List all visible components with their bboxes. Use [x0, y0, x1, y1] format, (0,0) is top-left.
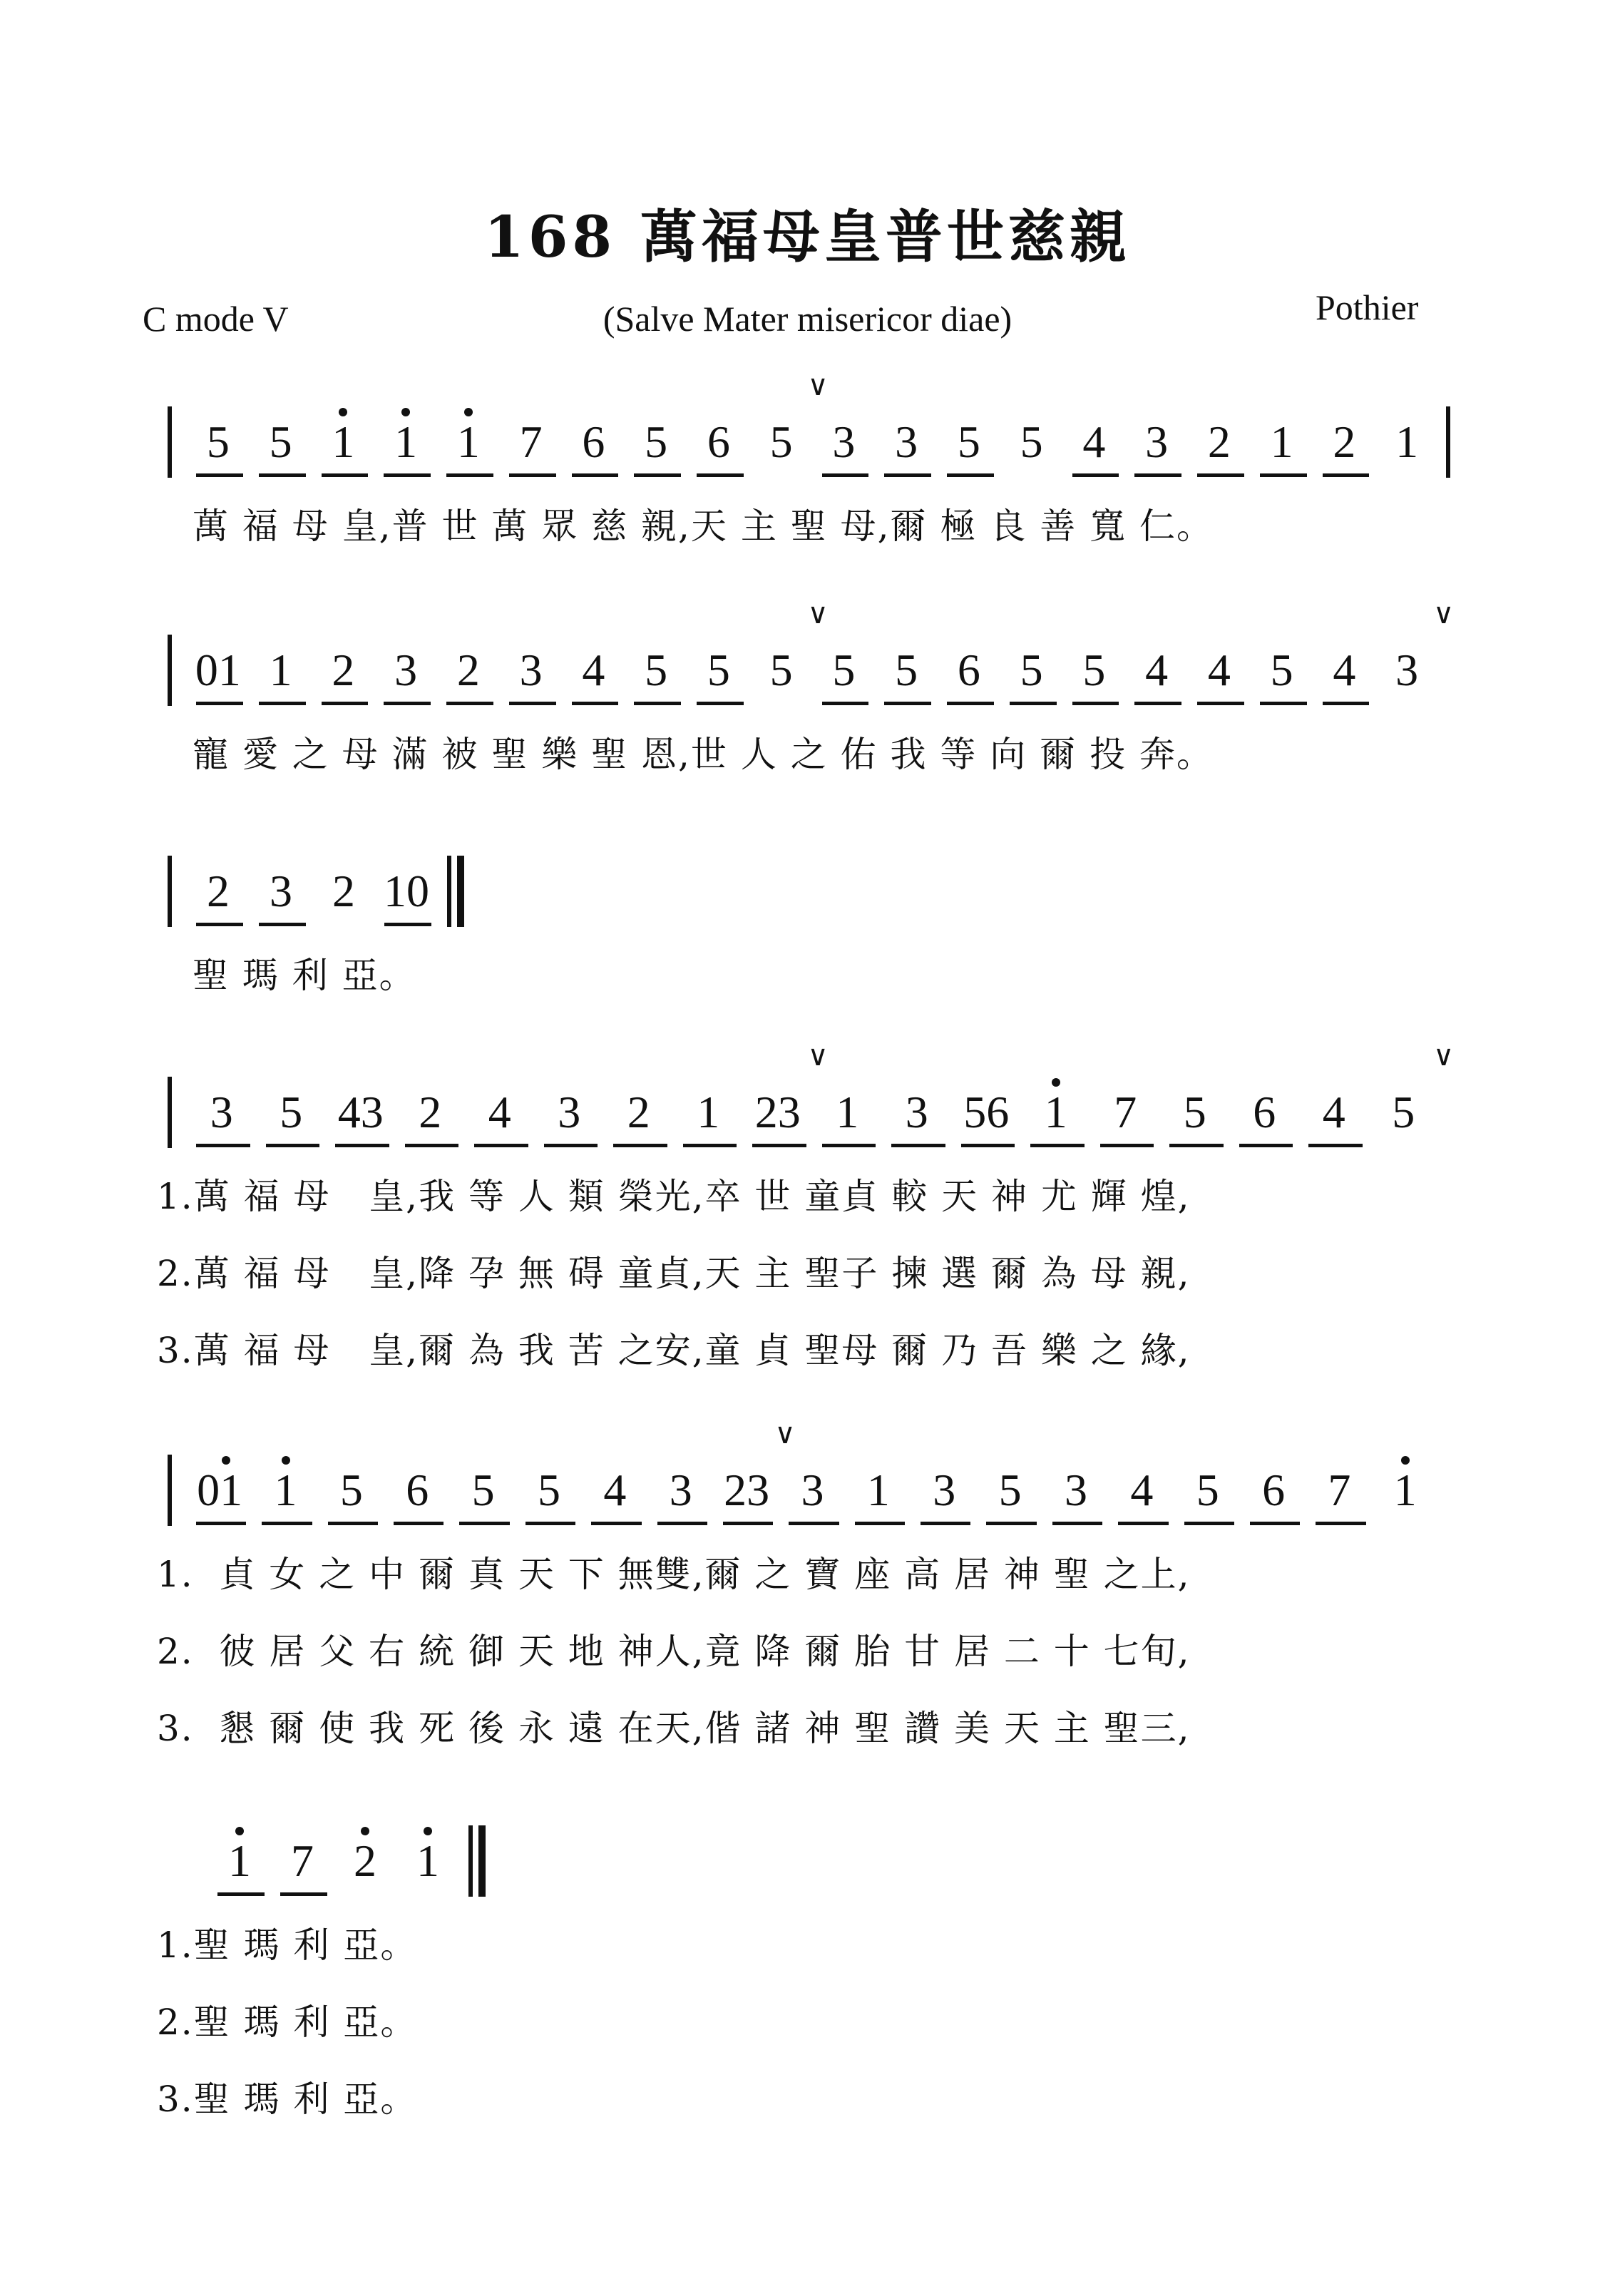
note: 6: [1262, 1465, 1286, 1515]
note: 3: [210, 1087, 233, 1137]
note: 4: [603, 1465, 627, 1515]
breath-mark: ∨: [774, 1418, 796, 1450]
composer: Pothier: [1316, 287, 1419, 327]
eighth-underline: [683, 1144, 737, 1147]
eighth-underline: [884, 702, 931, 705]
barline: [168, 1077, 172, 1148]
eighth-underline: [1030, 1144, 1085, 1147]
note: 2: [627, 1087, 650, 1137]
note: 6: [406, 1465, 429, 1515]
note: 7: [1114, 1087, 1137, 1137]
eighth-underline: [697, 702, 744, 705]
eighth-underline: [384, 473, 431, 477]
note: 3: [895, 416, 918, 467]
note: 3: [905, 1087, 928, 1137]
note: 3: [1145, 416, 1169, 467]
note: 3: [832, 416, 856, 467]
high-octave-dot: [424, 1827, 432, 1835]
note: 2: [354, 1835, 376, 1886]
note: 3: [1064, 1465, 1087, 1515]
eighth-underline: [1308, 1144, 1363, 1147]
eighth-underline: [1010, 702, 1057, 705]
eighth-underline: [613, 1144, 667, 1147]
lyric-line: 2.萬 福 母 皇,降 孕 無 碍 童貞,天 主 聖子 揀 選 爾 為 母 親,: [157, 1253, 1191, 1294]
lyric-line: 3.萬 福 母 皇,爾 為 我 苦 之安,童 貞 聖母 爾 乃 吾 樂 之 緣,: [157, 1330, 1191, 1371]
lyric-line: 寵 愛 之 母 滿 被 聖 樂 聖 恩,世 人 之 佑 我 等 向 爾 投 奔。: [193, 734, 1214, 775]
eighth-underline: [1169, 1144, 1224, 1147]
high-octave-dot: [1052, 1078, 1060, 1087]
note: 1: [697, 1087, 720, 1137]
high-octave-dot: [1401, 1456, 1410, 1465]
note: 3: [519, 645, 543, 695]
note: 5: [471, 1465, 495, 1515]
note: 4: [1082, 416, 1106, 467]
eighth-underline: [217, 1892, 265, 1896]
note: 4: [1207, 645, 1231, 695]
breath-mark: ∨: [807, 598, 829, 630]
lyric-line: 2.聖 瑪 利 亞。: [157, 2002, 418, 2043]
note: 5: [1270, 645, 1293, 695]
eighth-underline: [961, 1144, 1015, 1147]
note: 6: [707, 416, 730, 467]
eighth-underline: [723, 1522, 773, 1525]
eighth-underline: [322, 473, 369, 477]
eighth-underline: [280, 1892, 327, 1896]
eighth-underline: [459, 1522, 509, 1525]
eighth-underline: [752, 1144, 806, 1147]
note: 1: [416, 1835, 439, 1886]
note: 1: [456, 416, 480, 467]
note: 3: [801, 1465, 824, 1515]
eighth-underline: [1118, 1522, 1168, 1525]
note: 2: [207, 866, 230, 916]
eighth-underline: [822, 702, 869, 705]
eighth-underline: [891, 1144, 945, 1147]
eighth-underline: [196, 473, 243, 477]
note: 4: [1333, 645, 1356, 695]
note: 5: [769, 416, 793, 467]
note: 10: [384, 866, 429, 916]
eighth-underline: [259, 923, 306, 926]
note: 3: [270, 866, 292, 916]
note: 4: [1145, 645, 1169, 695]
note: 5: [832, 645, 856, 695]
note: 01: [195, 645, 241, 695]
eighth-underline: [384, 923, 431, 926]
eighth-underline: [1260, 702, 1307, 705]
eighth-underline: [884, 473, 931, 477]
note: 1: [1393, 1465, 1417, 1515]
eighth-underline: [822, 1144, 876, 1147]
eighth-underline: [509, 473, 556, 477]
eighth-underline: [266, 1144, 320, 1147]
note: 1: [1270, 416, 1293, 467]
lyric-line: 1. 貞 女 之 中 爾 真 天 下 無雙,爾 之 寶 座 高 居 神 聖 之上,: [157, 1554, 1191, 1595]
eighth-underline: [509, 702, 556, 705]
note: 1: [836, 1087, 859, 1137]
lyric-line: 3.聖 瑪 利 亞。: [157, 2079, 418, 2120]
eighth-underline: [1323, 702, 1370, 705]
note: 6: [957, 645, 980, 695]
mode-label: C mode V: [143, 299, 289, 339]
eighth-underline: [591, 1522, 641, 1525]
eighth-underline: [1184, 1522, 1234, 1525]
breath-mark: ∨: [1433, 1040, 1455, 1072]
eighth-underline: [1316, 1522, 1365, 1525]
eighth-underline: [1134, 702, 1181, 705]
eighth-underline: [947, 473, 994, 477]
breath-mark: ∨: [807, 369, 829, 402]
eighth-underline: [525, 1522, 575, 1525]
eighth-underline: [446, 473, 493, 477]
eighth-underline: [322, 702, 369, 705]
eighth-underline: [1100, 1144, 1154, 1147]
lyric-line: 聖 瑪 利 亞。: [193, 955, 416, 996]
eighth-underline: [446, 702, 493, 705]
note: 5: [1020, 416, 1043, 467]
eighth-underline: [1072, 702, 1119, 705]
note: 5: [957, 416, 980, 467]
note: 43: [337, 1087, 384, 1137]
note: 5: [1183, 1087, 1206, 1137]
note: 1: [1044, 1087, 1067, 1137]
note: 5: [769, 645, 793, 695]
eighth-underline: [572, 702, 619, 705]
note: 1: [274, 1465, 297, 1515]
eighth-underline: [1197, 473, 1244, 477]
note: 3: [558, 1087, 581, 1137]
eighth-underline: [196, 702, 243, 705]
eighth-underline: [921, 1522, 970, 1525]
eighth-underline: [1250, 1522, 1300, 1525]
barline: [168, 406, 172, 478]
eighth-underline: [262, 1522, 312, 1525]
barline: [168, 856, 172, 927]
note: 5: [206, 416, 230, 467]
note: 5: [280, 1087, 303, 1137]
breath-mark: ∨: [1433, 598, 1455, 630]
note: 5: [645, 416, 668, 467]
note: 3: [394, 645, 418, 695]
note: 5: [269, 416, 292, 467]
note: 5: [339, 1465, 363, 1515]
note: 3: [933, 1465, 956, 1515]
eighth-underline: [1197, 702, 1244, 705]
eighth-underline: [1052, 1522, 1102, 1525]
eighth-underline: [855, 1522, 905, 1525]
note: 2: [332, 866, 355, 916]
barline: [478, 1825, 486, 1897]
note: 1: [866, 1465, 890, 1515]
eighth-underline: [572, 473, 619, 477]
eighth-underline: [947, 702, 994, 705]
note: 3: [669, 1465, 692, 1515]
note: 5: [998, 1465, 1022, 1515]
lyric-line: 3. 懇 爾 使 我 死 後 永 遠 在天,偕 諸 神 聖 讚 美 天 主 聖三,: [157, 1708, 1191, 1749]
note: 5: [707, 645, 730, 695]
note: 2: [1333, 416, 1356, 467]
high-octave-dot: [235, 1827, 244, 1835]
note: 4: [1130, 1465, 1154, 1515]
eighth-underline: [474, 1144, 528, 1147]
eighth-underline: [259, 702, 306, 705]
eighth-underline: [822, 473, 869, 477]
note: 23: [754, 1087, 801, 1137]
note: 3: [1395, 645, 1419, 695]
barline: [168, 1455, 172, 1526]
eighth-underline: [986, 1522, 1036, 1525]
note: 5: [1020, 645, 1043, 695]
eighth-underline: [634, 702, 681, 705]
note: 5: [1392, 1087, 1415, 1137]
note: 1: [228, 1835, 251, 1886]
lyric-line: 2. 彼 居 父 右 統 御 天 地 神人,竟 降 爾 胎 甘 居 二 十 七旬,: [157, 1631, 1191, 1672]
eighth-underline: [259, 473, 306, 477]
note: 2: [332, 645, 355, 695]
note: 1: [394, 416, 418, 467]
eighth-underline: [384, 702, 431, 705]
eighth-underline: [335, 1144, 389, 1147]
high-octave-dot: [464, 408, 473, 416]
eighth-underline: [1239, 1144, 1293, 1147]
note: 5: [895, 645, 918, 695]
note: 56: [963, 1087, 1010, 1137]
note: 7: [1328, 1465, 1351, 1515]
latin-subtitle: (Salve Mater misericor diae): [603, 299, 1012, 339]
note: 2: [456, 645, 480, 695]
eighth-underline: [1134, 473, 1181, 477]
eighth-underline: [657, 1522, 707, 1525]
note: 1: [332, 416, 355, 467]
note: 5: [538, 1465, 560, 1515]
note: 4: [582, 645, 605, 695]
note: 2: [419, 1087, 442, 1137]
breath-mark: ∨: [807, 1040, 829, 1072]
eighth-underline: [1260, 473, 1307, 477]
note: 6: [1253, 1087, 1276, 1137]
note: 4: [1322, 1087, 1345, 1137]
eighth-underline: [196, 1522, 246, 1525]
note: 2: [1207, 416, 1231, 467]
eighth-underline: [789, 1522, 839, 1525]
note: 5: [645, 645, 668, 695]
barline: [168, 635, 172, 706]
barline: [468, 1825, 473, 1897]
eighth-underline: [1072, 473, 1119, 477]
eighth-underline: [196, 1144, 250, 1147]
hymn-title: 168 萬福母皇普世慈親: [484, 203, 1131, 270]
eighth-underline: [405, 1144, 459, 1147]
note: 7: [519, 416, 543, 467]
note: 4: [488, 1087, 511, 1137]
eighth-underline: [544, 1144, 598, 1147]
eighth-underline: [697, 473, 744, 477]
note: 23: [724, 1465, 770, 1515]
note: 01: [197, 1465, 243, 1515]
barline: [1446, 406, 1450, 478]
eighth-underline: [1323, 473, 1370, 477]
note: 1: [1395, 416, 1419, 467]
eighth-underline: [328, 1522, 378, 1525]
note: 7: [291, 1835, 314, 1886]
note: 5: [1082, 645, 1106, 695]
note: 5: [1196, 1465, 1219, 1515]
eighth-underline: [394, 1522, 444, 1525]
eighth-underline: [634, 473, 681, 477]
high-octave-dot: [361, 1827, 369, 1835]
barline: [447, 856, 451, 927]
lyric-line: 1.聖 瑪 利 亞。: [157, 1925, 418, 1966]
note: 1: [269, 645, 292, 695]
eighth-underline: [196, 923, 243, 926]
note: 6: [582, 416, 605, 467]
lyric-line: 萬 福 母 皇,普 世 萬 眾 慈 親,天 主 聖 母,爾 極 良 善 寬 仁。: [193, 506, 1214, 547]
high-octave-dot: [282, 1456, 290, 1465]
barline: [457, 856, 464, 927]
lyric-line: 1.萬 福 母 皇,我 等 人 類 榮光,卒 世 童貞 較 天 神 尤 輝 煌,: [157, 1176, 1191, 1217]
